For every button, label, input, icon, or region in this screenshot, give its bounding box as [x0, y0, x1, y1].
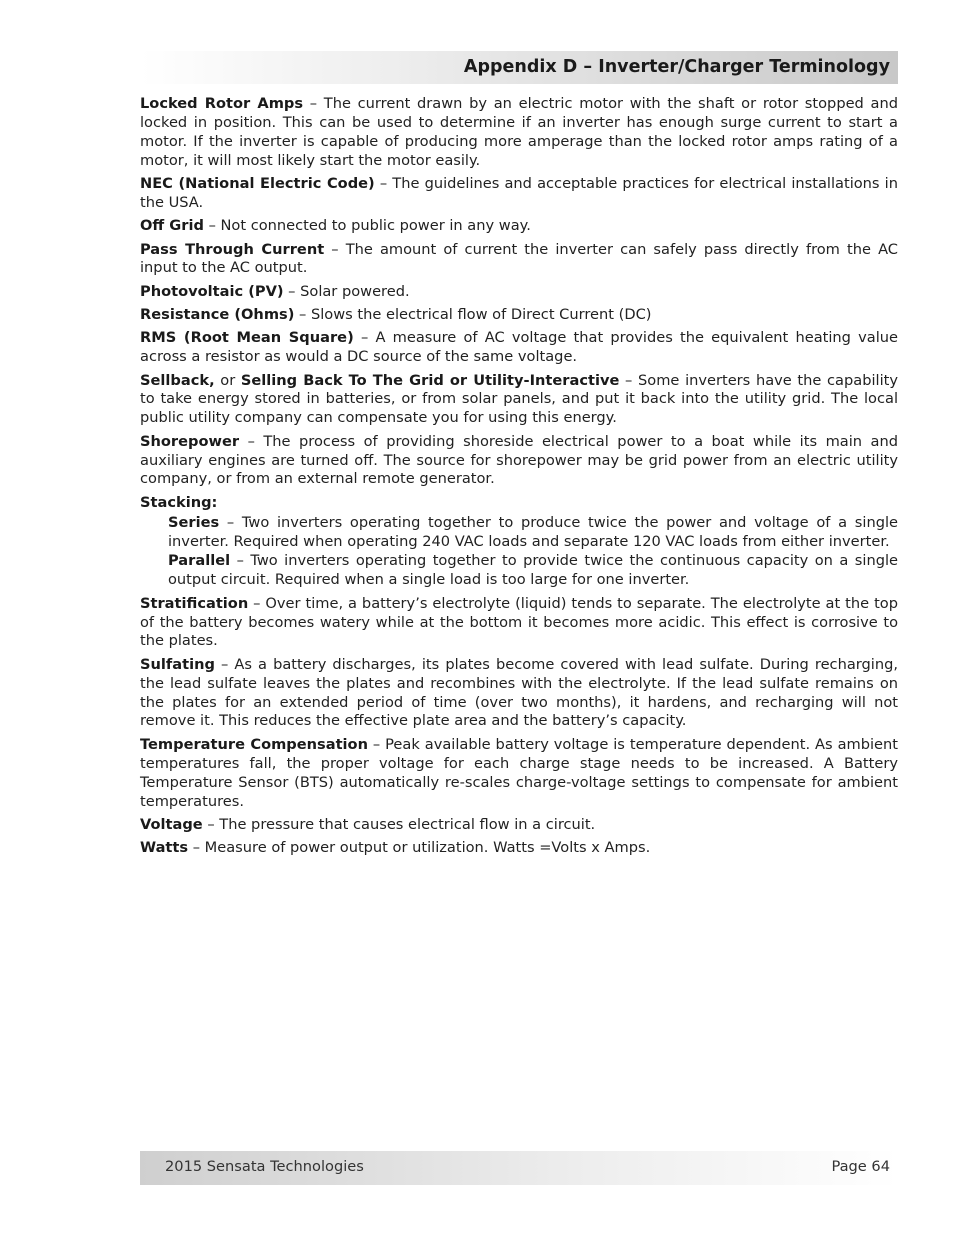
footer-bar	[140, 1151, 898, 1185]
definition: – Measure of power output or utilization. Watts =Volts x Amps.	[188, 839, 651, 857]
term: Off Grid	[140, 217, 204, 235]
glossary-subentry-series	[168, 514, 898, 552]
page-number: Page 64	[831, 1158, 890, 1175]
term-alt: Selling Back To The Grid or Utility-Interactive	[240, 371, 620, 389]
term: Shorepower	[140, 432, 240, 450]
definition: – The pressure that causes electrical flow in a circuit.	[202, 815, 596, 833]
glossary-entry-photovoltaic	[140, 283, 898, 302]
definition: – Not connected to public power in any way.	[203, 217, 531, 235]
glossary-entry-resistance	[140, 306, 898, 325]
definition: – The amount of current the inverter can safely pass directly from the AC input to the AC output.	[140, 240, 898, 277]
term: Locked Rotor Amps	[140, 95, 304, 112]
definition: – The guidelines and acceptable practices for electrical installations in the USA.	[140, 175, 898, 211]
page-title: Appendix D – Inverter/Charger Terminology	[463, 57, 890, 77]
glossary-entry-rms	[140, 329, 898, 367]
glossary-subentry-parallel	[168, 552, 898, 590]
term: Photovoltaic (PV)	[140, 282, 284, 300]
definition: – Two inverters operating together to provide twice the continuous capacity on a single output circuit. Required when a single load is too large for one inverter.	[168, 552, 898, 589]
glossary-entry-stratification	[140, 595, 898, 652]
term: Resistance (Ohms)	[140, 306, 295, 324]
term: Sellback,	[140, 371, 215, 389]
definition: – Peak available battery voltage is temperature dependent. As ambient temperatures fall, the proper voltage for each charge stage needs to be increased. A Battery Temperature Sensor (BTS) automatically re-scales charge-voltage settings to compensate for ambient temperatures.	[140, 735, 899, 810]
glossary-entry-stacking	[140, 494, 898, 513]
glossary-entry-sulfating	[140, 656, 898, 732]
definition: – As a battery discharges, its plates become covered with lead sulfate. During recharging, the lead sulfate leaves the plates and recombines with the electrolyte. If the lead sulfate remains on the plates for an extended period of time (over two months), it hardens, and recharging will not remove it. This reduces the effective plate area and the battery’s capacity.	[140, 655, 898, 730]
term: Temperature Compensation	[140, 735, 368, 753]
header-bar	[140, 51, 898, 84]
glossary-entry-shorepower	[140, 433, 898, 490]
glossary-entry-off-grid	[140, 217, 898, 236]
footer-company: 2015 Sensata Technologies	[165, 1158, 364, 1175]
definition: – Slows the electrical flow of Direct Current (DC)	[294, 306, 652, 324]
definition: – Over time, a battery’s electrolyte (liquid) tends to separate. The electrolyte at the top of the battery becomes watery while at the bottom it becomes more acidic. This effect is corrosive to the plates.	[140, 594, 898, 650]
definition: – Two inverters operating together to produce twice the power and voltage of a single inverter. Required when operating 240 VAC loads and separate 120 VAC loads from either inverter.	[168, 513, 898, 550]
glossary-entry-pass-through-current	[140, 241, 898, 279]
definition: – Some inverters have the capability to take energy stored in batteries, or from solar panels, and put it back into the utility grid. The local public utility company can compensate you for using this energy.	[140, 371, 898, 427]
glossary-entry-sellback	[140, 372, 898, 429]
term: Sulfating	[140, 655, 215, 673]
term: Series	[168, 513, 220, 531]
definition: – A measure of AC voltage that provides the equivalent heating value across a resistor as would a DC source of the same voltage.	[140, 329, 898, 366]
glossary-entry-nec	[140, 175, 898, 213]
glossary-entry-locked-rotor-amps	[140, 95, 898, 171]
term: Stacking:	[140, 493, 218, 511]
definition: – Solar powered.	[283, 282, 410, 300]
definition: – The current drawn by an electric motor with the shaft or rotor stopped and locked in position. This can be used to determine if an inverter has enough surge current to start a motor. If the inverter is capable of producing more amperage than the locked rotor amps rating of a motor, it will most likely start the motor easily.	[140, 95, 898, 169]
term: Pass Through Current	[140, 240, 325, 258]
term: Watts	[140, 839, 189, 857]
term-connector: or	[214, 371, 241, 389]
term: Voltage	[140, 815, 203, 833]
term: Parallel	[168, 552, 231, 570]
glossary-entry-temperature-compensation	[140, 736, 898, 812]
glossary-entry-watts	[140, 839, 898, 858]
glossary-entry-voltage	[140, 816, 898, 835]
term: RMS (Root Mean Square)	[140, 329, 354, 347]
term: NEC (National Electric Code)	[140, 175, 375, 193]
term: Stratification	[140, 594, 249, 612]
definition: – The process of providing shoreside electrical power to a boat while its main and auxiliary engines are turned off. The source for shorepower may be grid power from an electric utility company, or from an external remote generator.	[140, 432, 898, 488]
glossary-content	[140, 95, 898, 862]
